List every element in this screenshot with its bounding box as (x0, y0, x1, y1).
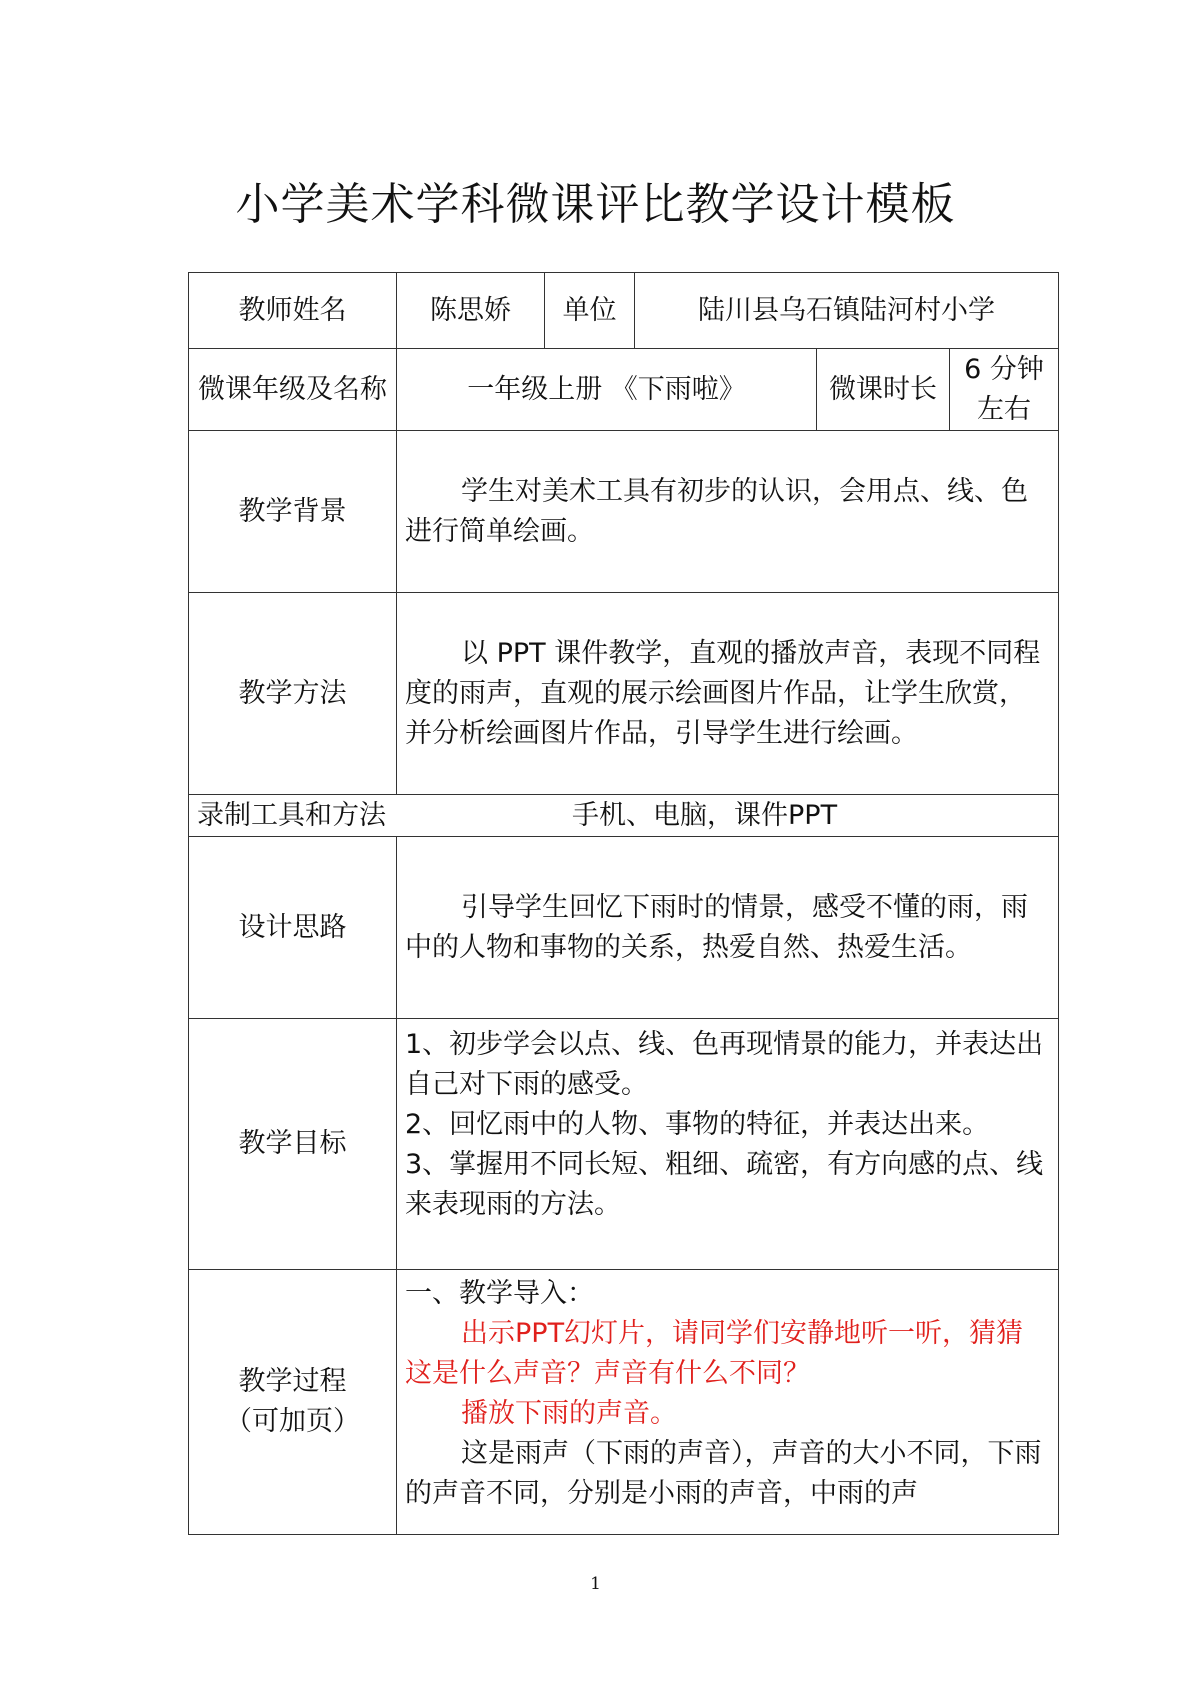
process-sublabel: （可加页） (225, 1406, 360, 1437)
tools-row (189, 795, 1059, 837)
goal-cell (397, 1019, 1059, 1270)
teacher-name-label: 教师姓名 (189, 273, 397, 349)
tools-label: 录制工具和方法 (197, 799, 386, 831)
teacher-name-value: 陈思娇 (397, 273, 545, 349)
method-label: 教学方法 (189, 593, 397, 795)
page-number: 1 (590, 1574, 601, 1594)
duration-value: 6 分钟左右 (950, 349, 1059, 431)
design-row (189, 837, 1059, 1019)
process-red-2: 播放下雨的声音。 (461, 1398, 677, 1429)
tools-cell (189, 795, 1059, 837)
design-text: 引导学生回忆下雨时的情景，感受不懂的雨，雨中的人物和事物的关系，热爱自然、热爱生活。 (397, 837, 1059, 1019)
process-red-1: 出示PPT幻灯片，请同学们安静地听一听，猜猜这是什么声音？声音有什么不同？ (405, 1318, 1024, 1389)
design-label: 设计思路 (189, 837, 397, 1019)
duration-label: 微课时长 (817, 349, 950, 431)
process-heading: 一、教学导入： (405, 1278, 594, 1309)
process-cell (397, 1270, 1059, 1535)
unit-label: 单位 (545, 273, 635, 349)
grade-name-label: 微课年级及名称 (189, 349, 397, 431)
background-text: 学生对美术工具有初步的认识，会用点、线、色进行简单绘画。 (397, 431, 1059, 593)
process-label-cell (189, 1270, 397, 1535)
goal-item-2: 2、回忆雨中的人物、事物的特征，并表达出来。 (405, 1109, 990, 1140)
method-text: 以 PPT 课件教学，直观的播放声音，表现不同程度的雨声，直观的展示绘画图片作品，让学生欣赏，并分析绘画图片作品，引导学生进行绘画。 (397, 593, 1059, 795)
goal-item-3: 3、掌握用不同长短、粗细、疏密，有方向感的点、线来表现雨的方法。 (405, 1149, 1044, 1220)
goal-item-1: 1、初步学会以点、线、色再现情景的能力，并表达出自己对下雨的感受。 (405, 1029, 1044, 1100)
page-title: 小学美术学科微课评比教学设计模板 (235, 179, 956, 230)
teacher-row (189, 273, 1059, 349)
tools-value: 手机、电脑，课件PPT (572, 799, 838, 831)
method-row (189, 593, 1059, 795)
grade-name-value: 一年级上册 《下雨啦》 (397, 349, 817, 431)
background-label: 教学背景 (189, 431, 397, 593)
grade-row (189, 349, 1059, 431)
process-label: 教学过程 (238, 1366, 347, 1397)
goal-row (189, 1019, 1059, 1270)
goal-label: 教学目标 (189, 1019, 397, 1270)
process-text: 这是雨声（下雨的声音），声音的大小不同，下雨的声音不同，分别是小雨的声音，中雨的声 (405, 1438, 1042, 1509)
process-row (189, 1270, 1059, 1535)
lesson-design-table (188, 272, 1059, 1535)
background-row (189, 431, 1059, 593)
unit-value: 陆川县乌石镇陆河村小学 (635, 273, 1059, 349)
